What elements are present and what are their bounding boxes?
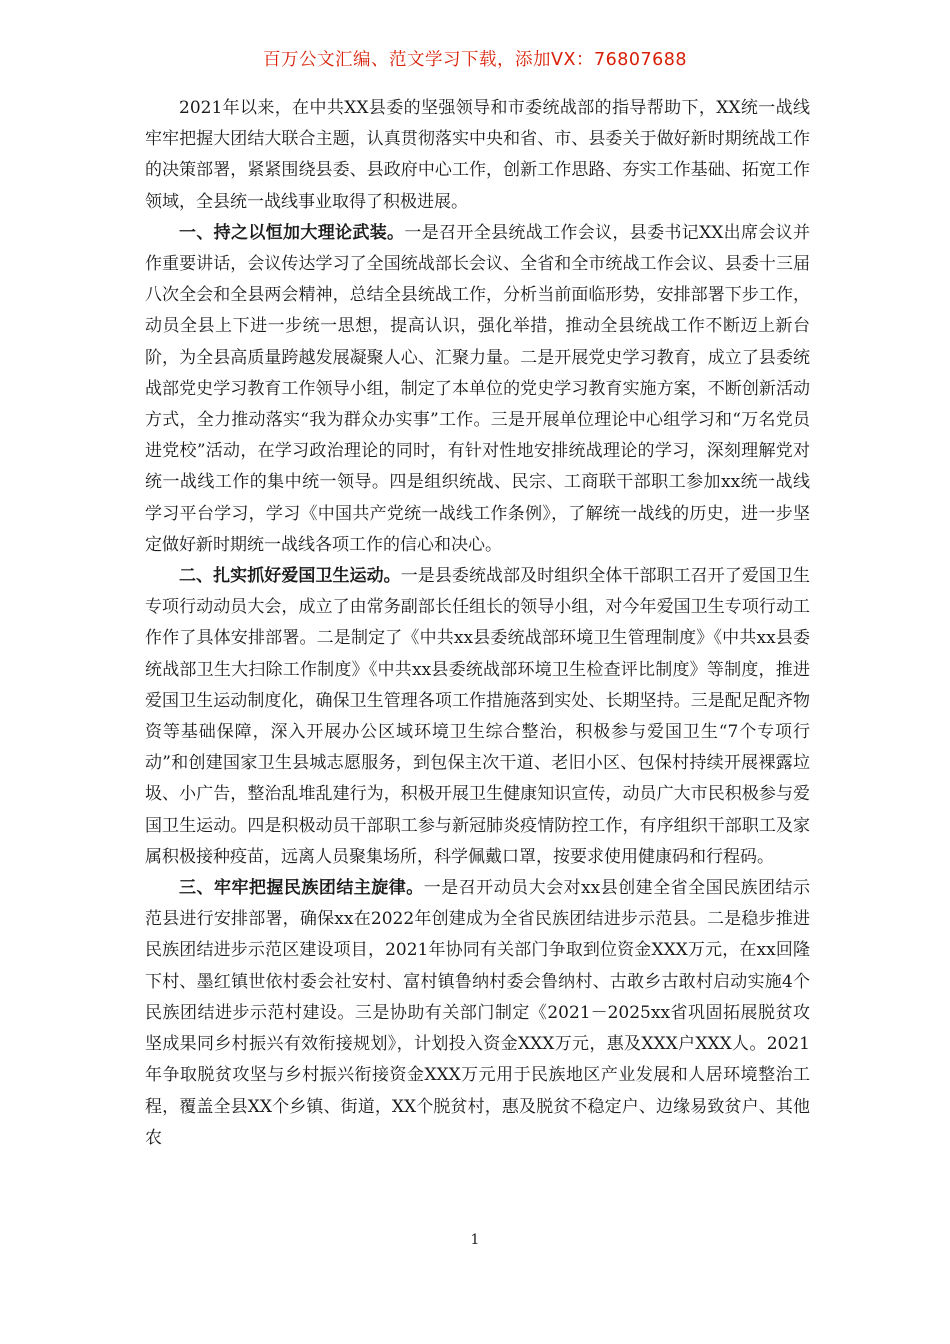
section-paragraph-3	[145, 873, 810, 1154]
page-number: 1	[470, 1232, 480, 1248]
section-paragraph-1	[145, 218, 810, 561]
watermark-header: 百万公文汇编、范文学习下载，添加VX：76807688	[262, 50, 688, 70]
section-heading-2: 二、扎实抓好爱国卫生运动。	[179, 566, 401, 587]
document-body	[145, 93, 810, 1154]
intro-paragraph: 2021年以来，在中共XX县委的坚强领导和市委统战部的指导帮助下，XX统一战线牢牢把握大团结大联合主题，认真贯彻落实中央和省、市、县委关于做好新时期统战工作的决策部署，紧紧围绕县委、县政府中心工作，创新工作思路、夯实工作基础、拓宽工作领域，全县统一战线事业取得了积极进展。	[145, 98, 810, 212]
section-body-1: 一是召开全县统战工作会议，县委书记XX出席会议并作重要讲话，会议传达学习了全国统战部长会议、全省和全市统战工作会议、县委十三届八次全会和全县两会精神，总结全县统战工作，分析当前面临形势，安排部署下步工作，动员全县上下进一步统一思想，提高认识，强化举措，推动全县统战工作不断迈上新台阶，为全县高质量跨越发展凝聚人心、汇聚力量。二是开展党史学习教育，成立了县委统战部党史学习教育工作领导小组，制定了本单位的党史学习教育实施方案，不断创新活动方式，全力推动落实“我为群众办实事”工作。三是开展单位理论中心组学习和“万名党员进党校”活动，在学习政治理论的同时，有针对性地安排统战理论的学习，深刻理解党对统一战线工作的集中统一领导。四是组织统战、民宗、工商联干部职工参加xx统一战线学习平台学习，学习《中国共产党统一战线工作条例》，了解统一战线的历史，进一步坚定做好新时期统一战线各项工作的信心和决心。	[145, 222, 811, 555]
section-paragraph-2	[145, 561, 810, 873]
section-heading-1: 一、持之以恒加大理论武装。	[179, 222, 405, 243]
section-body-3: 一是召开动员大会对xx县创建全省全国民族团结示范县进行安排部署，确保xx在2022年创建成为全省民族团结进步示范县。二是稳步推进民族团结进步示范区建设项目，2021年协同有关部门争取到位资金XXX万元，在xx回隆下村、墨红镇世依村委会社安村、富村镇鲁纳村委会鲁纳村、古敢乡古敢村启动实施4个民族团结进步示范村建设。三是协助有关部门制定《2021－2025xx省巩固拓展脱贫攻坚成果同乡村振兴有效衔接规划》，计划投入资金XXX万元，惠及XXX户XXX人。2021年争取脱贫攻坚与乡村振兴衔接资金XXX万元用于民族地区产业发展和人居环境整治工程，覆盖全县XX个乡镇、街道，XX个脱贫村，惠及脱贫不稳定户、边缘易致贫户、其他农	[145, 878, 810, 1148]
section-heading-3: 三、牢牢把握民族团结主旋律。	[179, 878, 424, 899]
section-body-2: 一是县委统战部及时组织全体干部职工召开了爱国卫生专项行动动员大会，成立了由常务副部长任组长的领导小组，对今年爱国卫生专项行动工作作了具体安排部署。二是制定了《中共xx县委统战部环境卫生管理制度》《中共xx县委统战部卫生大扫除工作制度》《中共xx县委统战部环境卫生检查评比制度》等制度，推进爱国卫生运动制度化，确保卫生管理各项工作措施落到实处、长期坚持。三是配足配齐物资等基础保障，深入开展办公区域环境卫生综合整治，积极参与爱国卫生“7个专项行动”和创建国家卫生县城志愿服务，到包保主次干道、老旧小区、包保村持续开展裸露垃圾、小广告，整治乱堆乱建行为，积极开展卫生健康知识宣传，动员广大市民积极参与爱国卫生运动。四是积极动员干部职工参与新冠肺炎疫情防控工作，有序组织干部职工及家属积极接种疫苗，远离人员聚集场所，科学佩戴口罩，按要求使用健康码和行程码。	[145, 566, 811, 867]
